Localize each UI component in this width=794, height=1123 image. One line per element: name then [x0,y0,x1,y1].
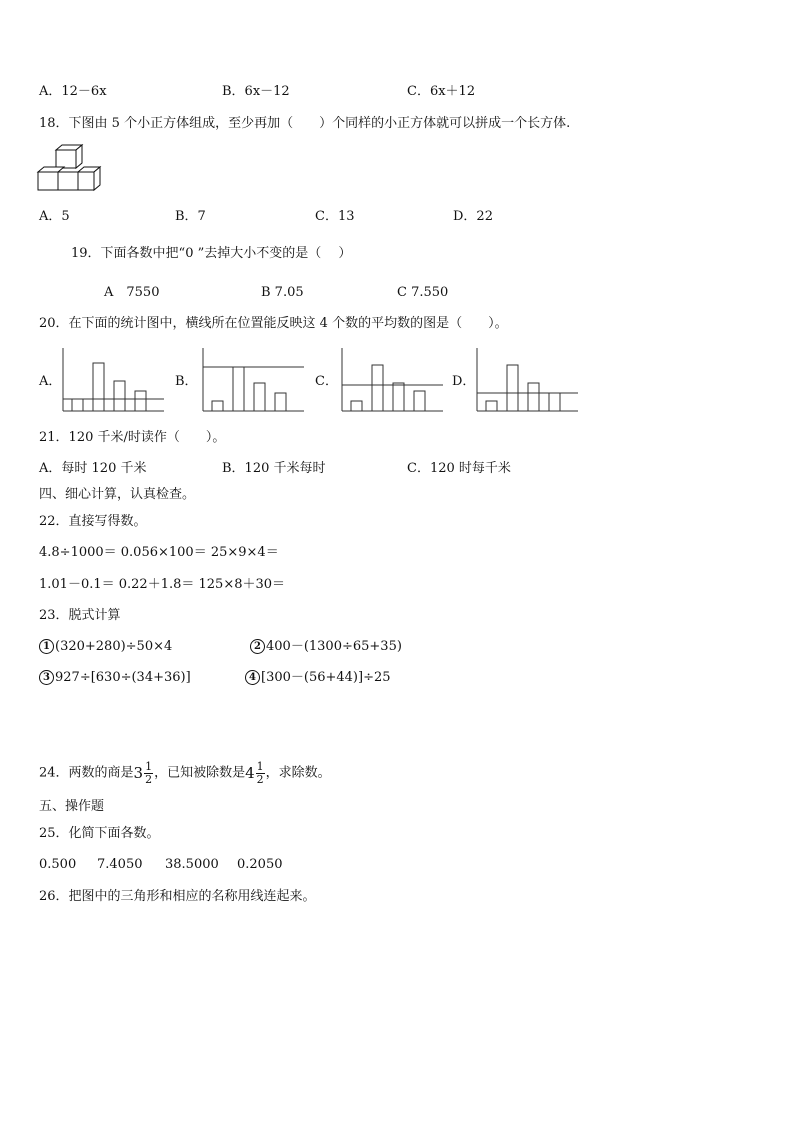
q25-number-3: 38.5000 [165,857,219,872]
q18-stem: 18．下图由 5 个小正方体组成，至少再加（ ）个同样的小正方体就可以拼成一个长方体. [39,116,571,131]
q25-number-1: 0.500 [39,857,77,872]
q19-option-b: B 7.05 [261,285,304,300]
q24-mixed-int-2: 4 [245,764,255,782]
q25-number-2: 7.4050 [97,857,143,872]
section-four-heading: 四、细心计算，认真检查。 [39,487,196,502]
q20-label-b: B． [175,374,198,389]
q21-option-c: C．120 时每千米 [407,461,511,476]
denominator: 2 [145,772,153,786]
bar-chart-c [339,348,445,414]
q24-mid: ，已知被除数是 [154,765,246,781]
q23-item-3 [39,670,191,686]
q24-post: ，求除数。 [265,765,331,781]
q19-option-a: A 7550 [104,285,160,300]
q18-option-d: D．22 [453,209,493,224]
q21-option-a: A．每时 120 千米 [39,461,147,476]
q24-line [39,758,331,789]
section-five-heading: 五、操作题 [39,799,105,814]
q18-option-c: C．13 [315,209,355,224]
q25-number-4: 0.2050 [237,857,283,872]
q20-label-a: A． [39,374,62,389]
cubes-figure [36,142,102,194]
q17-option-b: B．6x－12 [222,84,290,99]
q19-option-c: C 7.550 [397,285,449,300]
q23-item-1 [39,639,172,655]
q25-stem: 25．化简下面各数。 [39,826,160,841]
q17-option-c: C．6x＋12 [407,84,476,99]
q23-expr-1: (320+280)÷50×4 [55,639,173,654]
bar-chart-d [474,348,580,414]
q22-stem: 22．直接写得数。 [39,514,147,529]
q24-pre: 24．两数的商是 [39,765,134,781]
circled-number: 4 [245,670,260,685]
q26-stem: 26．把图中的三角形和相应的名称用线连起来。 [39,889,316,904]
q24-mixed-int-1: 3 [133,764,144,782]
q23-expr-2: 400－(1300÷65+35) [266,639,402,654]
bar-chart-b [200,348,306,414]
denominator: 2 [256,772,264,786]
q21-stem: 21．120 千米/时读作（ ）。 [39,430,226,445]
q21-option-b: B．120 千米每时 [222,461,326,476]
q18-option-b: B．7 [175,209,206,224]
q23-expr-3: 927÷[630÷(34+36)] [55,670,191,685]
q18-option-a: A．5 [39,209,70,224]
numerator: 1 [145,759,153,773]
bar-chart-a [60,348,166,414]
circled-number: 1 [39,639,54,654]
q20-label-c: C． [315,374,338,389]
q22-row-2: 1.01－0.1＝ 0.22＋1.8＝ 125×8＋30＝ [39,577,286,592]
q24-fraction-1 [144,761,153,786]
q20-stem: 20．在下面的统计图中，横线所在位置能反映这 4 个数的平均数的图是（ ）。 [39,316,508,331]
circled-number: 2 [250,639,265,654]
q17-option-a: A．12－6x [39,84,107,99]
q23-stem: 23．脱式计算 [39,608,121,623]
q23-expr-4: [300－(56+44)]÷25 [261,670,391,685]
q23-item-2 [250,639,402,655]
q23-item-4 [245,670,391,686]
q24-fraction-2 [256,761,265,786]
q22-row-1: 4.8÷1000＝ 0.056×100＝ 25×9×4＝ [39,545,279,560]
circled-number: 3 [39,670,54,685]
q19-stem: 19．下面各数中把“0 ”去掉大小不变的是（ ） [71,246,352,261]
q20-label-d: D． [452,374,476,389]
numerator: 1 [256,759,264,773]
